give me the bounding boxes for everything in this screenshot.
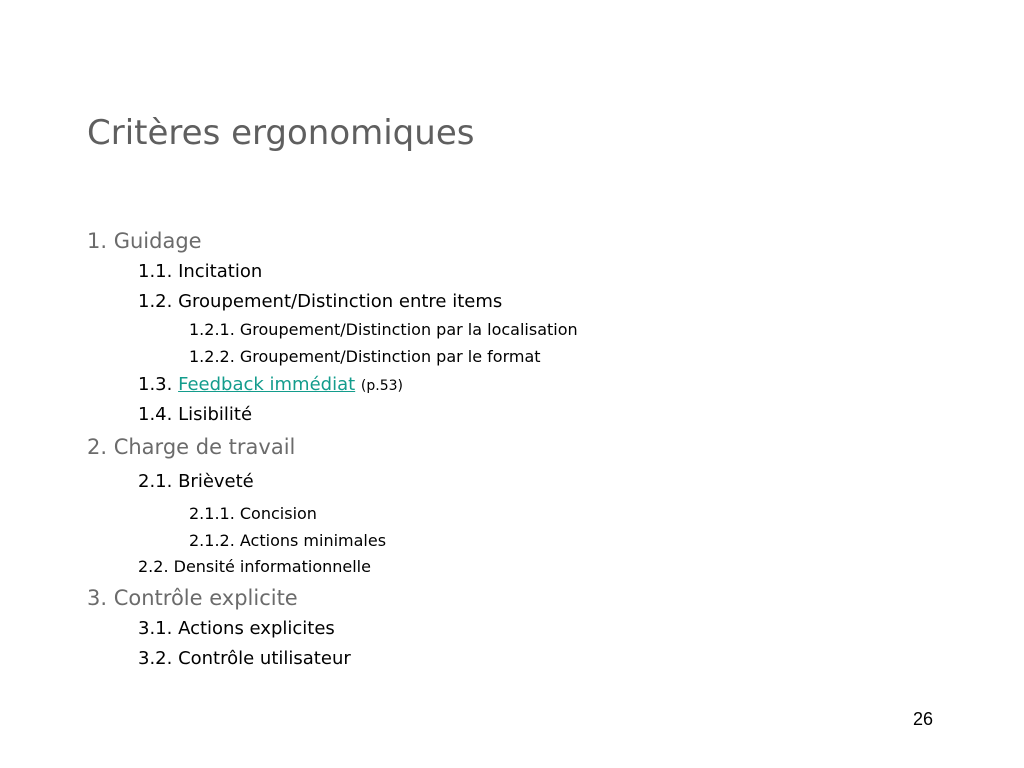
outline-item-incitation: 1.1. Incitation [138,261,263,282]
outline-item-groupement: 1.2. Groupement/Distinction entre items [138,291,503,312]
page-number: 26 [913,709,934,729]
outline-item-controle-utilisateur: 3.2. Contrôle utilisateur [138,648,351,669]
outline-item-lisibilite: 1.4. Lisibilité [138,404,253,425]
outline-item-brievete: 2.1. Brièveté [138,471,254,492]
outline-item-densite: 2.2. Densité informationnelle [138,557,371,576]
outline-item-actions-explicites: 3.1. Actions explicites [138,618,335,639]
outline-item-concision: 2.1.1. Concision [189,504,317,523]
outline-item-charge-de-travail: 2. Charge de travail [87,435,296,459]
outline-item-feedback-number: 1.3. [138,374,179,395]
page-reference: (p.53) [360,378,403,394]
feedback-immediat-link[interactable]: Feedback immédiat [178,374,356,395]
slide-title: Critères ergonomiques [87,113,475,153]
outline-item-feedback [138,373,403,398]
outline-item-groupement-localisation: 1.2.1. Groupement/Distinction par la localisation [189,320,578,339]
outline-item-actions-minimales: 2.1.2. Actions minimales [189,531,387,550]
outline-item-controle-explicite: 3. Contrôle explicite [87,586,298,610]
outline-item-groupement-format: 1.2.2. Groupement/Distinction par le format [189,347,541,366]
outline-item-guidage: 1. Guidage [87,229,202,253]
